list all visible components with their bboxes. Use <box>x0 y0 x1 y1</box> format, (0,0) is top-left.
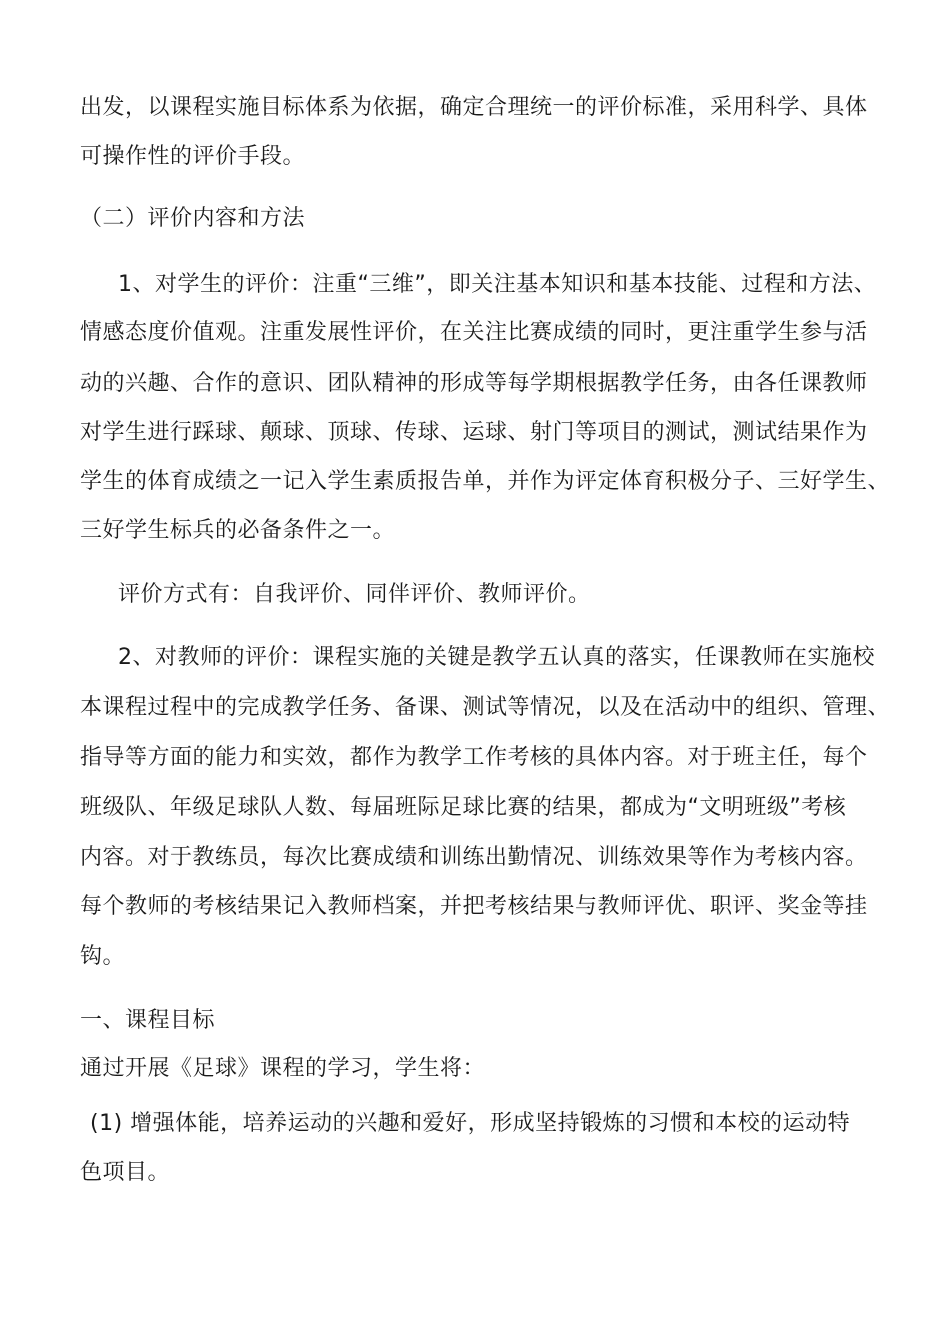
teachers-line-3: 指导等方面的能力和实效，都作为教学工作考核的具体内容。对于班主任，每个 <box>80 745 868 770</box>
teachers-line-2: 本课程过程中的完成教学任务、备课、测试等情况，以及在活动中的组织、管理、 <box>80 695 891 720</box>
goals-intro: 通过开展《足球》课程的学习，学生将： <box>80 1056 486 1081</box>
students-line-4: 对学生进行踩球、颠球、顶球、传球、运球、射门等项目的测试，测试结果作为 <box>80 420 868 445</box>
students-line-5: 学生的体育成绩之一记入学生素质报告单，并作为评定体育积极分子、三好学生、 <box>80 469 891 494</box>
teachers-line-6: 每个教师的考核结果记入教师档案，并把考核结果与教师评优、职评、奖金等挂 <box>80 894 868 919</box>
intro-line-2: 可操作性的评价手段。 <box>80 144 306 169</box>
intro-line-1: 出发，以课程实施目标体系为依据，确定合理统一的评价标准，采用科学、具体 <box>80 95 868 120</box>
students-line-6: 三好学生标兵的必备条件之一。 <box>80 518 396 543</box>
students-line-1: 1、对学生的评价：注重“三维”，即关注基本知识和基本技能、过程和方法、 <box>118 272 877 297</box>
students-line-3: 动的兴趣、合作的意识、团队精神的形成等每学期根据教学任务，由各任课教师 <box>80 371 868 396</box>
evaluation-methods: 评价方式有：自我评价、同伴评价、教师评价。 <box>118 582 591 607</box>
teachers-line-5: 内容。对于教练员，每次比赛成绩和训练出勤情况、训练效果等作为考核内容。 <box>80 845 868 870</box>
section-heading: （二）评价内容和方法 <box>80 206 306 231</box>
students-line-2: 情感态度价值观。注重发展性评价，在关注比赛成绩的同时，更注重学生参与活 <box>80 320 868 345</box>
teachers-line-4: 班级队、年级足球队人数、每届班际足球比赛的结果，都成为“文明班级”考核 <box>80 795 847 820</box>
goal-1-line-1: (1) 增强体能，培养运动的兴趣和爱好，形成坚持锻炼的习惯和本校的运动特 <box>90 1111 851 1136</box>
teachers-line-1: 2、对教师的评价：课程实施的关键是教学五认真的落实，任课教师在实施校 <box>118 645 875 670</box>
teachers-line-7: 钩。 <box>80 944 126 969</box>
goals-heading: 一、课程目标 <box>80 1008 216 1033</box>
goal-1-line-2: 色项目。 <box>80 1160 171 1185</box>
